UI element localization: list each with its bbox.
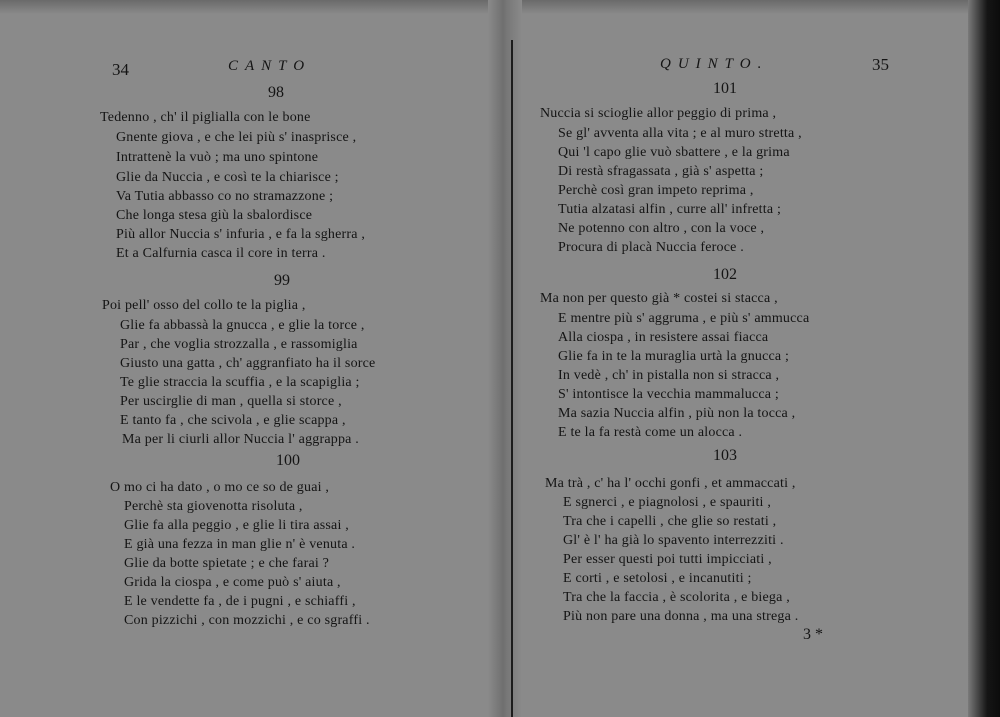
stanza-number: 102 [713,266,737,283]
verse-line: Glie fa in te la muraglia urtà la gnucca ; [558,349,790,364]
stanza-number: 99 [274,272,290,289]
verse-line: Con pizzichi , con mozzichi , e co sgraffi . [124,613,370,628]
verse-line: Nuccia si scioglie allor peggio di prima , [540,106,777,121]
stanza-number: 100 [276,452,300,469]
verse-line: E corti , e setolosi , e incanutiti ; [563,571,752,586]
verse-line: Gnente giova , e che lei più s' inasprisce , [116,130,357,145]
verse-line: Giusto una gatta , ch' aggranfiato ha il sorce [120,356,376,371]
verse-line: Glie da Nuccia , e così te la chiarisce ; [116,170,339,185]
verse-line: E tanto fa , che scivola , e glie scappa , [120,413,346,428]
verse-line: In vedè , ch' in pistalla non si stracca , [558,368,780,383]
verse-line: Poi pell' osso del collo te la piglia , [102,298,306,313]
verse-line: Tutia alzatasi alfin , curre all' infretta ; [558,202,782,217]
signature-mark: 3 * [803,626,823,643]
verse-line: Gl' è l' ha già lo spavento interrezziti . [563,533,784,548]
verse-line: Va Tutia abbasso co no stramazzone ; [116,189,334,204]
verse-line: Ma per li ciurli allor Nuccia l' aggrappa . [122,432,359,447]
verse-line: Glie fa abbassà la gnucca , e glie la torce , [120,318,365,333]
verse-line: Qui 'l capo glie vuò sbattere , e la grima [558,145,790,160]
verse-line: E sgnerci , e piagnolosi , e spauriti , [563,495,772,510]
page-right-edge [968,0,1000,717]
verse-line: Tra che la faccia , è scolorita , e biega , [563,590,790,605]
verse-line: Ma non per questo già * costei si stacca , [540,291,778,306]
verse-line: Più allor Nuccia s' infuria , e fa la sgherra , [116,227,366,242]
verse-line: Ma sazia Nuccia alfin , più non la tocca , [558,406,796,421]
verse-line: Perchè sta giovenotta risoluta , [124,499,303,514]
verse-line: E te la fa restà come un alocca . [558,425,743,440]
right-running-head: QUINTO. [660,56,769,72]
verse-line: E le vendette fa , de i pugni , e schiaffi , [124,594,356,609]
verse-line: Intrattenè la vuò ; ma uno spintone [116,150,319,165]
verse-line: Per esser questi poi tutti impicciati , [563,552,772,567]
right-page [515,0,970,717]
verse-line: Procura di placà Nuccia feroce . [558,240,744,255]
verse-line: Ma trà , c' ha l' occhi gonfi , et ammaccati , [545,476,796,491]
verse-line: Di restà sfragassata , già s' aspetta ; [558,164,764,179]
gutter-fold-line [511,40,513,717]
verse-line: Tra che i capelli , che glie so restati , [563,514,777,529]
verse-line: S' intontisce la vecchia mammalucca ; [558,387,780,402]
verse-line: Se gl' avventa alla vita ; e al muro stretta , [558,126,802,141]
verse-line: E già una fezza in man glie n' è venuta . [124,537,356,552]
left-page-number: 34 [112,60,129,79]
verse-line: E mentre più s' aggruma , e più s' ammucca [558,311,810,326]
stanza-number: 103 [713,447,737,464]
stanza-number: 101 [713,80,737,97]
stanza-number: 98 [268,84,284,101]
verse-line: Tedenno , ch' il piglialla con le bone [100,110,311,125]
verse-line: Glie fa alla peggio , e glie li tira assai , [124,518,349,533]
verse-line: Ne potenno con altro , con la voce , [558,221,765,236]
verse-line: Glie da botte spietate ; e che farai ? [124,556,330,571]
verse-line: Più non pare una donna , ma una strega . [563,609,799,624]
verse-line: Et a Calfurnia casca il core in terra . [116,246,326,261]
verse-line: O mo ci ha dato , o mo ce so de guai , [110,480,330,495]
verse-line: Per uscirglie di man , quella si storce , [120,394,342,409]
verse-line: Te glie straccia la scuffia , e la scapiglia ; [120,375,360,390]
verse-line: Perchè così gran impeto reprima , [558,183,754,198]
verse-line: Che longa stesa giù la sbalordisce [116,208,313,223]
verse-line: Grida la ciospa , e come può s' aiuta , [124,575,341,590]
right-page-number: 35 [872,55,889,74]
left-running-head: CANTO [228,58,312,74]
verse-line: Par , che voglia strozzalla , e rassomiglia [120,337,358,352]
verse-line: Alla ciospa , in resistere assai fiacca [558,330,769,345]
